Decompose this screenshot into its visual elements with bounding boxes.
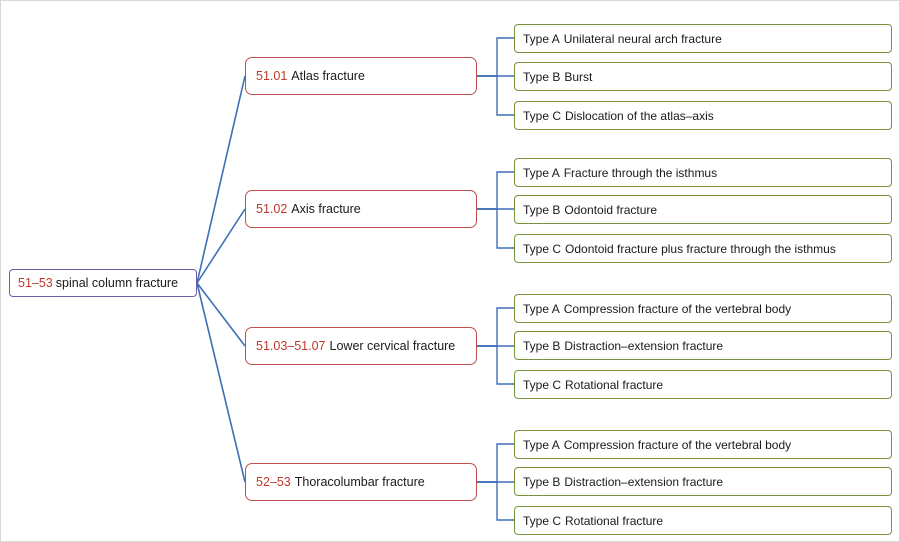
branch-node-label: Lower cervical fracture — [329, 339, 456, 353]
leaf-node-type: Type A — [523, 31, 560, 46]
leaf-node-type: Type C — [523, 108, 562, 123]
leaf-node-label: Rotational fracture — [565, 377, 664, 392]
leaf-node-label: Burst — [564, 69, 593, 84]
branch-node-axis-fracture[interactable] — [245, 190, 477, 228]
leaf-node-label: Odontoid fracture plus fracture through the isthmus — [565, 241, 836, 256]
leaf-node[interactable] — [514, 234, 892, 263]
leaf-node-type: Type B — [523, 202, 561, 217]
leaf-node[interactable] — [514, 467, 892, 496]
leaf-node[interactable] — [514, 430, 892, 459]
leaf-node-label: Fracture through the isthmus — [563, 165, 718, 180]
leaf-node-label: Distraction–extension fracture — [564, 474, 724, 489]
leaf-node[interactable] — [514, 294, 892, 323]
root-node-label: spinal column fracture — [55, 276, 179, 290]
leaf-node[interactable] — [514, 158, 892, 187]
root-node-code: 51–53 — [18, 276, 53, 290]
leaf-node-label: Unilateral neural arch fracture — [563, 31, 722, 46]
branch-node-code: 51.01 — [256, 69, 288, 83]
leaf-node[interactable] — [514, 24, 892, 53]
leaf-node-label: Rotational fracture — [565, 513, 664, 528]
branch-node-atlas-fracture[interactable] — [245, 57, 477, 95]
leaf-node-type: Type B — [523, 338, 561, 353]
leaf-node[interactable] — [514, 370, 892, 399]
leaf-node-type: Type A — [523, 165, 560, 180]
leaf-node-type: Type B — [523, 474, 561, 489]
leaf-node[interactable] — [514, 195, 892, 224]
leaf-node-label: Odontoid fracture — [564, 202, 658, 217]
root-node[interactable] — [9, 269, 197, 297]
leaf-node-type: Type A — [523, 301, 560, 316]
leaf-node-label: Dislocation of the atlas–axis — [565, 108, 714, 123]
leaf-node-label: Compression fracture of the vertebral body — [563, 301, 792, 316]
leaf-node[interactable] — [514, 62, 892, 91]
branch-node-label: Thoracolumbar fracture — [294, 475, 425, 489]
leaf-node-type: Type C — [523, 513, 562, 528]
branch-node-code: 51.02 — [256, 202, 288, 216]
branch-node-label: Axis fracture — [291, 202, 361, 216]
leaf-node[interactable] — [514, 331, 892, 360]
leaf-node-type: Type A — [523, 437, 560, 452]
leaf-node-type: Type C — [523, 241, 562, 256]
branch-node-label: Atlas fracture — [291, 69, 365, 83]
branch-node-thoracolumbar-fracture[interactable] — [245, 463, 477, 501]
leaf-node[interactable] — [514, 506, 892, 535]
branch-node-lower-cervical-fracture[interactable] — [245, 327, 477, 365]
leaf-node-type: Type B — [523, 69, 561, 84]
leaf-node[interactable] — [514, 101, 892, 130]
leaf-node-label: Distraction–extension fracture — [564, 338, 724, 353]
branch-node-code: 52–53 — [256, 475, 291, 489]
leaf-node-label: Compression fracture of the vertebral body — [563, 437, 792, 452]
leaf-node-type: Type C — [523, 377, 562, 392]
branch-node-code: 51.03–51.07 — [256, 339, 326, 353]
